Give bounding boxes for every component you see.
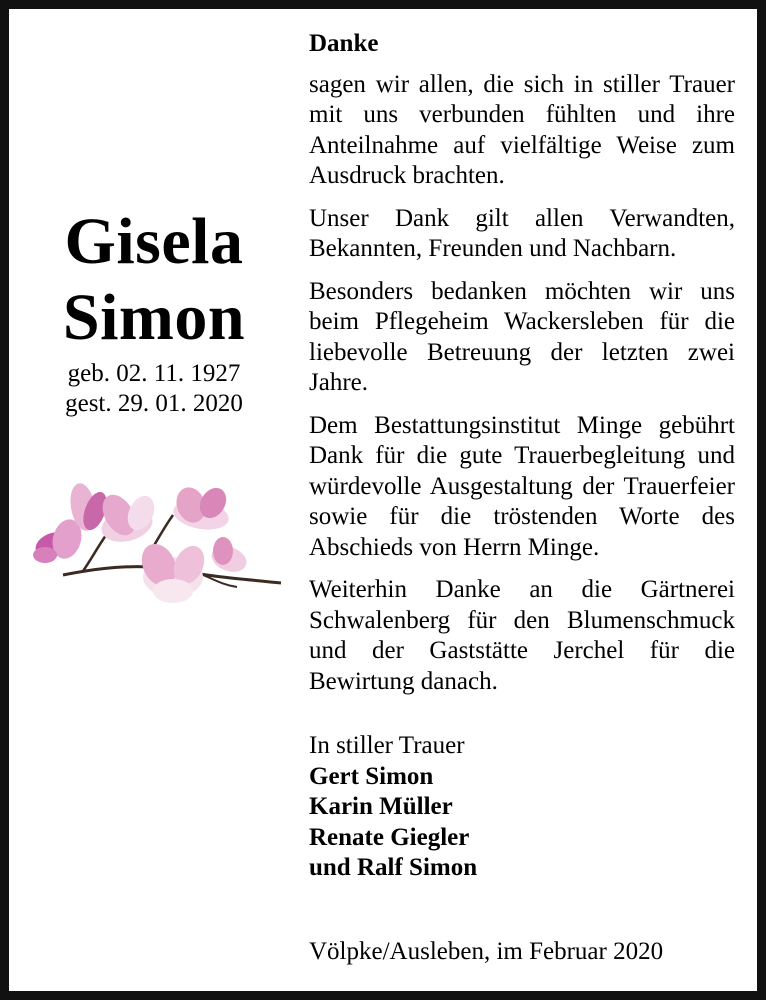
left-column [9, 9, 309, 991]
death-date: gest. 29. 01. 2020 [65, 390, 243, 417]
mourner-name: und Ralf Simon [309, 854, 478, 881]
mourner-name: Gert Simon [309, 762, 434, 790]
place-and-date: Völpke/Ausleben, im Februar 2020 [309, 938, 664, 965]
deceased-first-name: Gisela [64, 205, 244, 278]
paragraph-nursery: Weiterhin Danke an die Gärtnerei Schwalenberg für den Blumenschmuck und der Gaststätte Jerchel für die Bewirtung danach. [309, 576, 735, 695]
paragraph-relatives: Unser Dank gilt allen Verwandten, Bekannten, Freunden und Nachbarn. [309, 204, 735, 262]
signoff-block [309, 731, 735, 884]
message-column [309, 29, 735, 884]
signoff-intro: In stiller Trauer [309, 732, 465, 759]
thanks-heading: Danke [309, 30, 379, 57]
paragraph-intro: sagen wir allen, die sich in stiller Trauer mit uns verbunden fühlten und ihre Anteilnahme auf vielfältige Weise zum Ausdruck brachten. [309, 70, 735, 189]
birth-date: geb. 02. 11. 1927 [67, 360, 241, 387]
life-dates [9, 359, 299, 419]
deceased-last-name: Simon [62, 281, 246, 354]
obituary-notice [9, 9, 757, 991]
paragraph-care-home: Besonders bedanken möchten wir uns beim Pflegeheim Wackersleben für die liebevolle Betreuung der letzten zwei Jahre. [309, 277, 735, 396]
mourner-name: Renate Giegler [309, 823, 470, 851]
magnolia-flower-image [23, 467, 285, 617]
paragraph-funeral-home: Dem Bestattungsinstitut Minge gebührt Dank für die gute Trauerbegleitung und würdevolle Ausgestaltung der Trauerfeier sowie für die tröstenden Worte des Abschieds von Herrn Minge. [309, 411, 735, 561]
mourner-name: Karin Müller [309, 793, 453, 820]
